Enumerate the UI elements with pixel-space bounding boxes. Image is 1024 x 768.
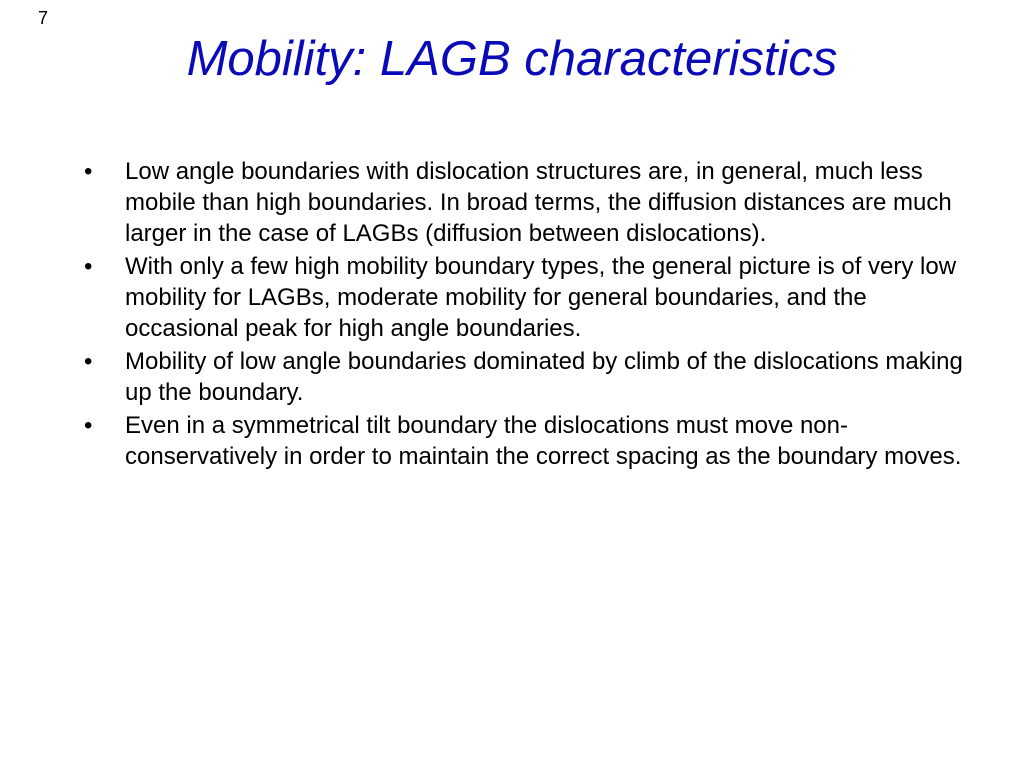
bullet-list (84, 156, 964, 474)
bullet-icon: • (84, 253, 93, 280)
bullet-icon: • (84, 412, 93, 439)
bullet-text: Mobility of low angle boundaries dominated by climb of the dislocations making up the boundary. (125, 348, 963, 406)
slide-number: 7 (38, 8, 49, 28)
bullet-text: With only a few high mobility boundary types, the general picture is of very low mobility for LAGBs, moderate mobility for general boundaries, and the occasional peak for high angle boundaries. (125, 253, 957, 342)
bullet-item (84, 346, 964, 408)
bullet-text: Even in a symmetrical tilt boundary the dislocations must move non-conservatively in order to maintain the correct spacing as the boundary moves. (125, 412, 962, 470)
bullet-icon: • (84, 158, 93, 185)
bullet-item (84, 410, 964, 472)
slide-title: Mobility: LAGB characteristics (186, 32, 838, 86)
bullet-icon: • (84, 348, 93, 375)
bullet-text: Low angle boundaries with dislocation structures are, in general, much less mobile than high boundaries. In broad terms, the diffusion distances are much larger in the case of LAGBs (diffusion between dislocations). (125, 158, 952, 247)
bullet-item (84, 156, 964, 249)
bullet-item (84, 251, 964, 344)
